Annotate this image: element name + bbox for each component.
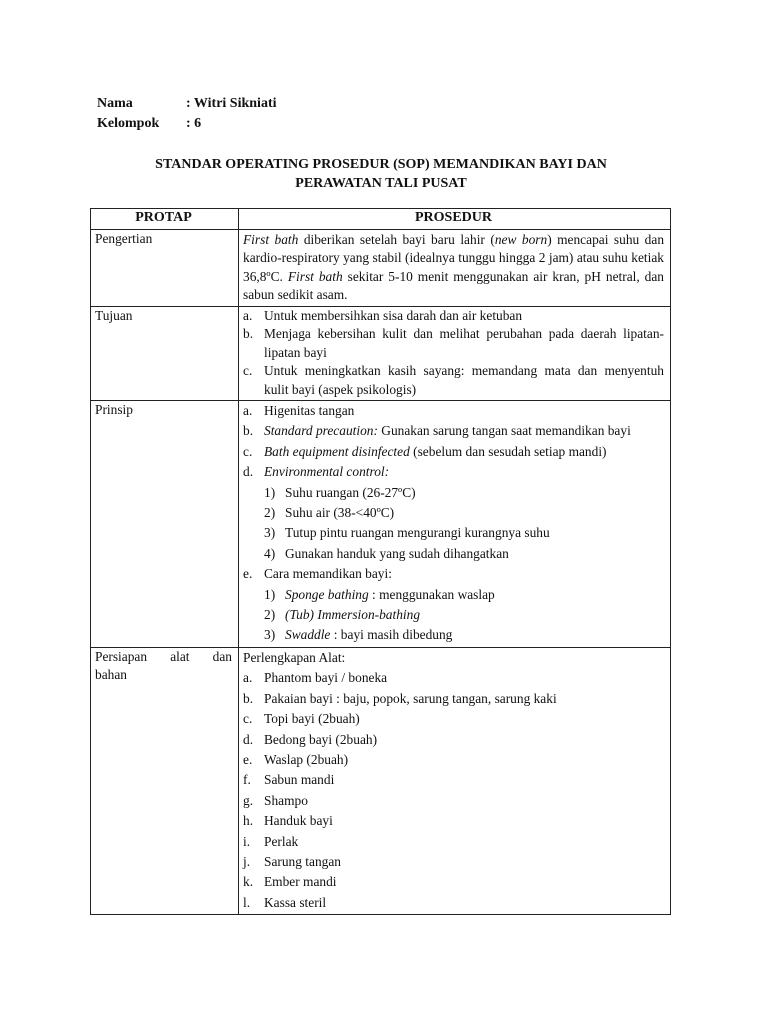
list-item: b. Menjaga kebersihan kulit dan melihat perubahan pada daerah lipatan-lipatan bayi <box>243 326 664 360</box>
persiapan-list <box>239 647 671 914</box>
list-item: b. Pakaian bayi : baju, popok, sarung tangan, sarung kaki <box>243 690 557 706</box>
prosedur-header: PROSEDUR <box>239 209 671 230</box>
list-item: f. Sabun mandi <box>243 772 335 788</box>
table-row-persiapan <box>91 647 671 914</box>
list-item: d. Environmental control: <box>243 464 390 480</box>
prinsip-list <box>239 401 671 648</box>
list-item: e. Cara memandikan bayi: <box>243 566 392 582</box>
group-value: : 6 <box>186 116 202 131</box>
row-label: Tujuan <box>91 306 239 401</box>
list-item: c. Bath equipment disinfected (sebelum dan sesudah setiap mandi) <box>243 443 607 459</box>
group-row <box>97 114 277 134</box>
title-line-1: STANDAR OPERATING PROSEDUR (SOP) MEMANDIKAN BAYI DAN <box>155 157 607 172</box>
table-row-pengertian <box>91 229 671 306</box>
list-heading: Perlengkapan Alat: <box>243 649 346 665</box>
list-item: k. Ember mandi <box>243 874 337 890</box>
list-item: a. Higenitas tangan <box>243 403 355 418</box>
name-label: Nama <box>97 96 133 111</box>
list-item: d. Bedong bayi (2buah) <box>243 731 378 747</box>
list-item: a. Untuk membersihkan sisa darah dan air ketuban <box>243 307 523 323</box>
list-item: e. Waslap (2buah) <box>243 751 349 767</box>
list-item: j. Sarung tangan <box>243 853 341 869</box>
list-item: l. Kassa steril <box>243 894 327 910</box>
title-line-2: PERAWATAN TALI PUSAT <box>295 176 467 191</box>
group-label: Kelompok <box>97 116 160 131</box>
list-item: i. Perlak <box>243 833 299 849</box>
protap-header: PROTAP <box>91 209 239 230</box>
table-row-prinsip <box>91 401 671 648</box>
list-item: h. Handuk bayi <box>243 813 333 829</box>
row-label: Prinsip <box>91 401 239 648</box>
row-label: Pengertian <box>91 229 239 306</box>
tujuan-list <box>239 306 671 401</box>
sub-item: 2) (Tub) Immersion-bathing <box>264 607 421 623</box>
name-row <box>97 94 277 114</box>
row-label: Persiapan alat dan bahan <box>91 647 239 914</box>
sub-item: 3) Tutup pintu ruangan mengurangi kurangnya suhu <box>264 525 550 541</box>
table-row-tujuan <box>91 306 671 401</box>
document-header <box>97 94 277 134</box>
sub-item: 1) Suhu ruangan (26-27ºC) <box>264 484 416 500</box>
list-item: g. Shampo <box>243 792 308 808</box>
table-header-row <box>91 209 671 230</box>
list-item: a. Phantom bayi / boneka <box>243 670 388 686</box>
name-value: : Witri Sikniati <box>186 96 277 111</box>
list-item: c. Untuk meningkatkan kasih sayang: memandang mata dan menyentuh kulit bayi (aspek psikologis) <box>243 363 664 397</box>
sub-item: 3) Swaddle : bayi masih dibedung <box>264 627 453 643</box>
pengertian-text: First bath diberikan setelah bayi baru lahir (new born) mencapai suhu dan kardio-respiratory yang stabil (idealnya tunggu hingga 2 jam) atau suhu ketiak 36,8ºC. First bath sekitar 5-10 menit menggunakan air kran, pH netral, dan sabun sedikit asam. <box>239 229 671 306</box>
document-title <box>90 155 672 193</box>
list-item: c. Topi bayi (2buah) <box>243 711 360 727</box>
list-item: b. Standard precaution: Gunakan sarung tangan saat memandikan bayi <box>243 423 631 439</box>
sop-table <box>90 208 671 915</box>
sub-item: 2) Suhu air (38-<40ºC) <box>264 505 395 521</box>
sub-item: 4) Gunakan handuk yang sudah dihangatkan <box>264 545 509 561</box>
sub-item: 1) Sponge bathing : menggunakan waslap <box>264 586 495 602</box>
